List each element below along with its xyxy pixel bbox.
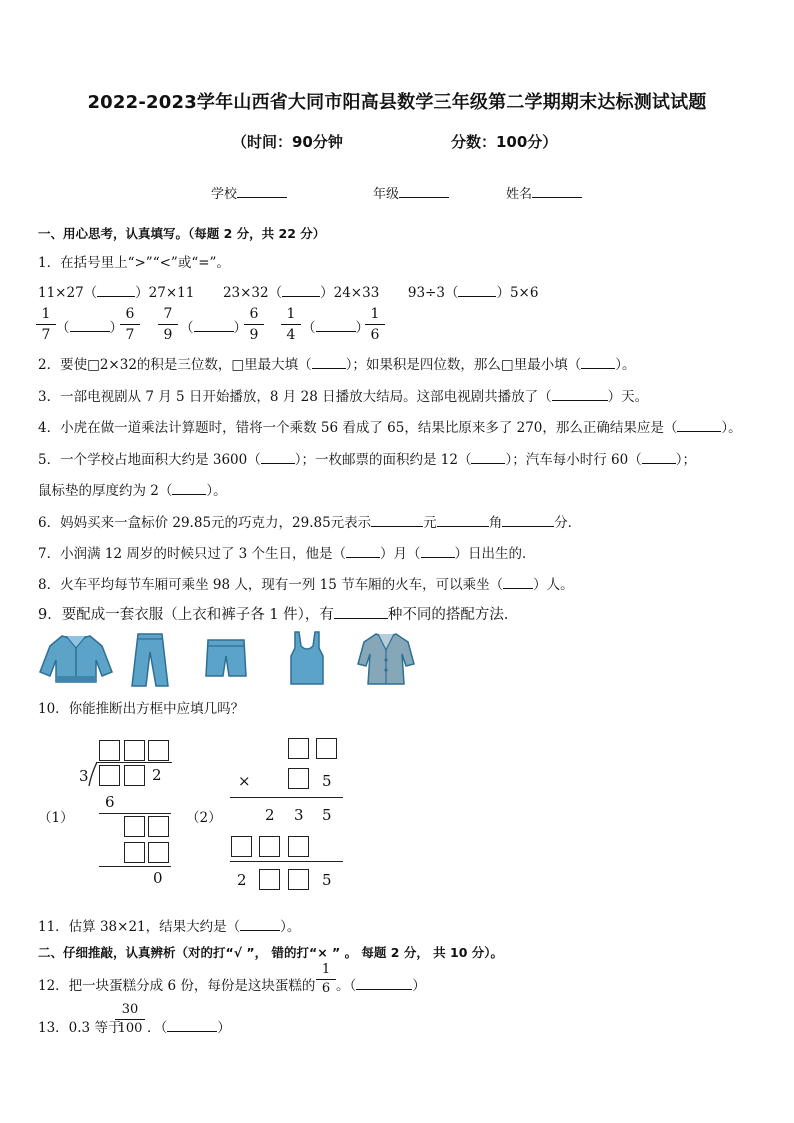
division-bar <box>96 762 172 763</box>
q11-text: 11．估算 38×21，结果大约是（ ）。 <box>38 915 300 935</box>
division-line-2 <box>99 866 171 867</box>
mult-line-2 <box>230 861 343 862</box>
multiplicand-box-2[interactable] <box>316 738 337 759</box>
section-1-heading: 一、用心思考，认真填写。（每题 2 分，共 22 分） <box>38 226 326 241</box>
q4-text: 4．小虎在做一道乘法计算题时，错将一个乘数 56 看成了 65，结果比原来多了 270，那么正确结果应是（ ）。 <box>38 416 742 436</box>
name-field[interactable]: 姓名 <box>506 183 582 202</box>
jeans-icon <box>128 632 172 688</box>
dividend-box-1[interactable] <box>99 765 120 786</box>
partial-digit-2: 2 <box>265 806 275 824</box>
q13-answer[interactable]: ．（ ） <box>147 1016 231 1036</box>
result-box-2[interactable] <box>288 869 309 890</box>
fraction-1-6-q12: 1 6 <box>316 962 336 997</box>
fraction-7-9: 7 9 <box>158 305 178 344</box>
q6-text: 6．妈妈买来一盒标价 29.85元的巧克力，29.85元表示 元 角 分． <box>38 511 581 531</box>
quotient-box-3[interactable] <box>148 740 169 761</box>
q12-text: 12．把一块蛋糕分成 6 份，每份是这块蛋糕的 <box>38 978 316 994</box>
fraction-6-7: 6 7 <box>120 305 140 344</box>
q12-answer[interactable]: 。（ ） <box>336 974 426 994</box>
remainder-box-4[interactable] <box>148 842 169 863</box>
quotient-box-2[interactable] <box>124 740 145 761</box>
fraction-6-9: 6 9 <box>244 305 264 344</box>
result-digit-5: 5 <box>322 871 332 889</box>
q1-compare-2[interactable]: （ ） <box>180 316 247 336</box>
multiplier-digit-5: 5 <box>322 772 332 790</box>
quotient-box-1[interactable] <box>99 740 120 761</box>
partial-digit-5: 5 <box>322 806 332 824</box>
q2-text: 2．要使□2×32的积是三位数，□里最大填（ ）；如果积是四位数，那么□里最小填（ ）。 <box>38 353 635 373</box>
exam-time: （时间：90分钟 <box>232 133 343 151</box>
remainder-box-3[interactable] <box>124 842 145 863</box>
q10-label-1: （1） <box>38 810 74 826</box>
times-sign: × <box>238 772 251 790</box>
fraction-1-6: 1 6 <box>365 305 385 344</box>
final-remainder-0: 0 <box>153 869 163 887</box>
exam-score: 分数：100分） <box>451 133 558 151</box>
tank-top-icon <box>287 630 327 686</box>
school-field[interactable]: 学校 <box>211 183 287 202</box>
partial2-box-1[interactable] <box>231 836 252 857</box>
q5-text-line2: 鼠标垫的厚度约为 2（ ）。 <box>38 479 227 499</box>
jacket-icon <box>38 632 114 686</box>
grade-field[interactable]: 年级 <box>373 183 449 202</box>
q10-label-2: （2） <box>186 810 222 826</box>
remainder-box-1[interactable] <box>124 816 145 837</box>
coat-icon <box>356 630 416 688</box>
q3-text: 3．一部电视剧从 7 月 5 日开始播放，8 月 28 日播放大结局。这部电视剧共播放了（ ）天。 <box>38 385 648 405</box>
q1-compare-3[interactable]: （ ） <box>302 316 369 336</box>
page-title: 2022-2023学年山西省大同市阳高县数学三年级第二学期期末达标测试试题 <box>87 92 707 113</box>
partial-digit-3: 3 <box>294 806 304 824</box>
partial2-box-2[interactable] <box>259 836 280 857</box>
shorts-icon <box>205 638 247 680</box>
divisor: 3 <box>79 767 89 785</box>
q1-text: 1．在括号里上“>”“<”或“=”。 <box>38 255 230 271</box>
q8-text: 8．火车平均每节车厢可乘坐 98 人，现有一列 15 节车厢的火车，可以乘坐（ ）人。 <box>38 573 574 593</box>
q7-text: 7．小润满 12 周岁的时候只过了 3 个生日，他是（ ）月（ ）日出生的． <box>38 542 536 562</box>
division-line-1 <box>99 813 171 814</box>
q13-text: 13．0.3 等于 <box>38 1020 122 1036</box>
partial2-box-3[interactable] <box>288 836 309 857</box>
multiplier-box[interactable] <box>288 768 309 789</box>
q9-text: 9．要配成一套衣服（上衣和裤子各 1 件），有 种不同的搭配方法． <box>38 603 518 624</box>
q10-text: 10．你能推断出方框中应填几吗？ <box>38 701 245 717</box>
remainder-box-2[interactable] <box>148 816 169 837</box>
dividend-digit-2: 2 <box>152 766 162 784</box>
section-2-heading: 二、仔细推敲，认真辨析（对的打“√ ”， 错的打“× ” 。 每题 2 分， 共 10 分）。 <box>38 945 504 960</box>
result-box-1[interactable] <box>259 869 280 890</box>
q1-row1: 11×27（ ）27×11 23×32（ ）24×33 93÷3（ ）5×6 <box>38 281 538 301</box>
result-digit-2: 2 <box>237 871 247 889</box>
dividend-box-2[interactable] <box>124 765 145 786</box>
q5-text-line1: 5．一个学校占地面积大约是 3600（ ）；一枚邮票的面积约是 12（ ）；汽车每小时行 60（ ）； <box>38 448 696 468</box>
fraction-30-100: 30 100 <box>115 1002 145 1037</box>
fraction-1-4: 1 4 <box>281 305 301 344</box>
fraction-1-7: 1 7 <box>36 305 56 344</box>
partial-digit-6: 6 <box>105 793 115 811</box>
multiplicand-box-1[interactable] <box>288 738 309 759</box>
q1-compare-1[interactable]: （ ） <box>56 316 123 336</box>
mult-line-1 <box>230 797 343 798</box>
